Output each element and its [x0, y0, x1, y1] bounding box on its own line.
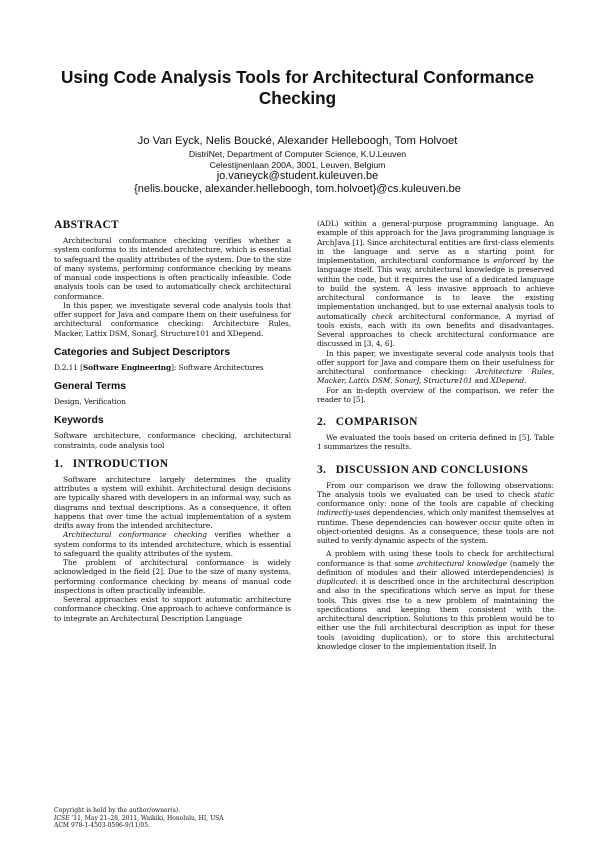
- comparison-paragraph: We evaluated the tools based on criteria defined in [5]. Table 1 summarizes the results.: [317, 433, 554, 452]
- right-column: [317, 219, 554, 651]
- intro-continued-paragraph: (ADL) within a general-purpose programming language. An example of this approach for the Java programming language is ArchJava [1]. Since architectural entities are first-class elements in the language and serve as a starting point for implementation, architectural conformance is enforced by the language itself. This way, architectural knowledge is preserved within the code, but it requires the use of a dedicated language to build the system. A less invasive approach to achieve architectural conformance is to leave the existing implementation unchanged, but to use external analysis tools to automatically check architectural conformance. A myriad of tools exists, each with its own benefits and disadvantages. Several approaches to check architectural conformance are discussed in [3, 4, 6].: [317, 219, 554, 349]
- abstract-paragraph-2: In this paper, we investigate several code analysis tools that offer support for Java and compare them on their usefulness for architectural conformance checking: Architecture Rules, Macker, Lattix DSM, SonarJ, Structure101 and XDepend.: [54, 300, 291, 338]
- footnote-isbn: ACM 978-1-4503-0596-9/11/05.: [54, 822, 150, 830]
- keywords-text: Software architecture, conformance checking, architectural constraints, code analysis tool: [54, 431, 291, 450]
- author-names: Jo Van Eyck, Nelis Boucké, Alexander Helleboogh, Tom Holvoet: [137, 135, 458, 147]
- abstract-paragraph-1: Architectural conformance checking verifies whether a system conforms to its intended architecture, which is essential to safeguard the quality attributes of the system. Due to the size of many systems, performing conformance checking by means of manual code inspections is often practically infeasible. Code analysis tools can be used to automatically check architectural conformance.: [54, 236, 291, 301]
- intro-tools-paragraph: In this paper, we investigate several code analysis tools that offer support for Java and compare them on their usefulness for architectural conformance checking: Architecture Rules, Macker, Lattix DSM, SonarJ, Structure101 and XDepend.: [317, 348, 554, 386]
- affiliation-line-2: Celestijnenlaan 200A, 3001, Leuven, Belgium: [209, 159, 386, 170]
- intro-paragraph-1: Software architecture largely determines the quality attributes a system will exhibit. Architectural design decisions are typically shared with developers in an informal way, such as diagrams and textual descriptions. As a consequence, it often happens that over time the actual implementation of a system drifts away from the intended architecture.: [54, 474, 291, 530]
- paper-title: Using Code Analysis Tools for Architectural Conformance Checking: [60, 67, 535, 108]
- general-terms-text: Design, Verification: [54, 397, 126, 406]
- footnote-venue: ICSE ’11, May 21–28, 2011, Waikiki, Honolulu, HI, USA: [54, 814, 224, 822]
- author-email-1: jo.vaneyck@student.kuleuven.be: [216, 170, 379, 182]
- categories-text: D.2.11 [Software Engineering]: Software Architectures: [54, 362, 264, 372]
- left-column: [54, 219, 291, 623]
- comparison-heading: 2. COMPARISON: [317, 416, 418, 428]
- discussion-paragraph-2: A problem with using these tools to check for architectural conformance is that some architectural knowledge (namely the definition of modules and their allowed interdependencies) is duplicated: it is described once in the architectural description and also in the specifications which serve as input for these tools. This gives rise to a new problem of maintaining the specifications and keeping them consistent with the architectural description. Solutions to this problem would be to either use the full architectural description as input for these tools (avoiding duplication), or to store this architectural knowledge closer to the implementation itself. In: [317, 549, 555, 651]
- intro-paragraph-2: Architectural conformance checking verifies whether a system conforms to its intended architecture, which is essential to safeguard the quality attributes of the system.: [54, 530, 291, 558]
- author-block: [40, 135, 555, 196]
- introduction-heading: 1. INTRODUCTION: [54, 457, 169, 470]
- discussion-heading: 3. DISCUSSION AND CONCLUSIONS: [317, 463, 529, 476]
- affiliation-line-1: DistriNet, Department of Computer Science, K.U.Leuven: [188, 149, 407, 159]
- keywords-heading: Keywords: [54, 415, 104, 427]
- intro-paragraph-4: Several approaches exist to support automatic architecture conformance checking. One approach to achieve conformance is to integrate an Architectural Description Language: [54, 595, 291, 623]
- copyright-footnote: [54, 807, 291, 830]
- discussion-paragraph-1: From our comparison we draw the following observations: The analysis tools we evaluated can be used to check static conformance only: none of the tools are capable of checking indirectly-uses dependencies, which only manifest themselves at runtime. These dependencies can however occur quite often in object-oriented designs. As a consequence, these tools are not suited to verify dynamic aspects of the system.: [317, 480, 554, 545]
- footnote-copyright: Copyright is held by the author/owner(s).: [54, 807, 181, 814]
- author-email-2: {nelis.boucke, alexander.helleboogh, tom.holvoet}@cs.kuleuven.be: [134, 183, 461, 195]
- abstract-heading: ABSTRACT: [54, 219, 120, 231]
- categories-heading: Categories and Subject Descriptors: [54, 346, 231, 358]
- intro-reference-paragraph: For an in-depth overview of the comparison, we refer the reader to [5].: [317, 385, 554, 404]
- general-terms-heading: General Terms: [54, 381, 126, 392]
- intro-paragraph-3: The problem of architectural conformance is widely acknowledged in the field [2]. Due to the size of many systems, performing conformance checking by means of manual code inspections is often practically infeasible.: [54, 558, 291, 595]
